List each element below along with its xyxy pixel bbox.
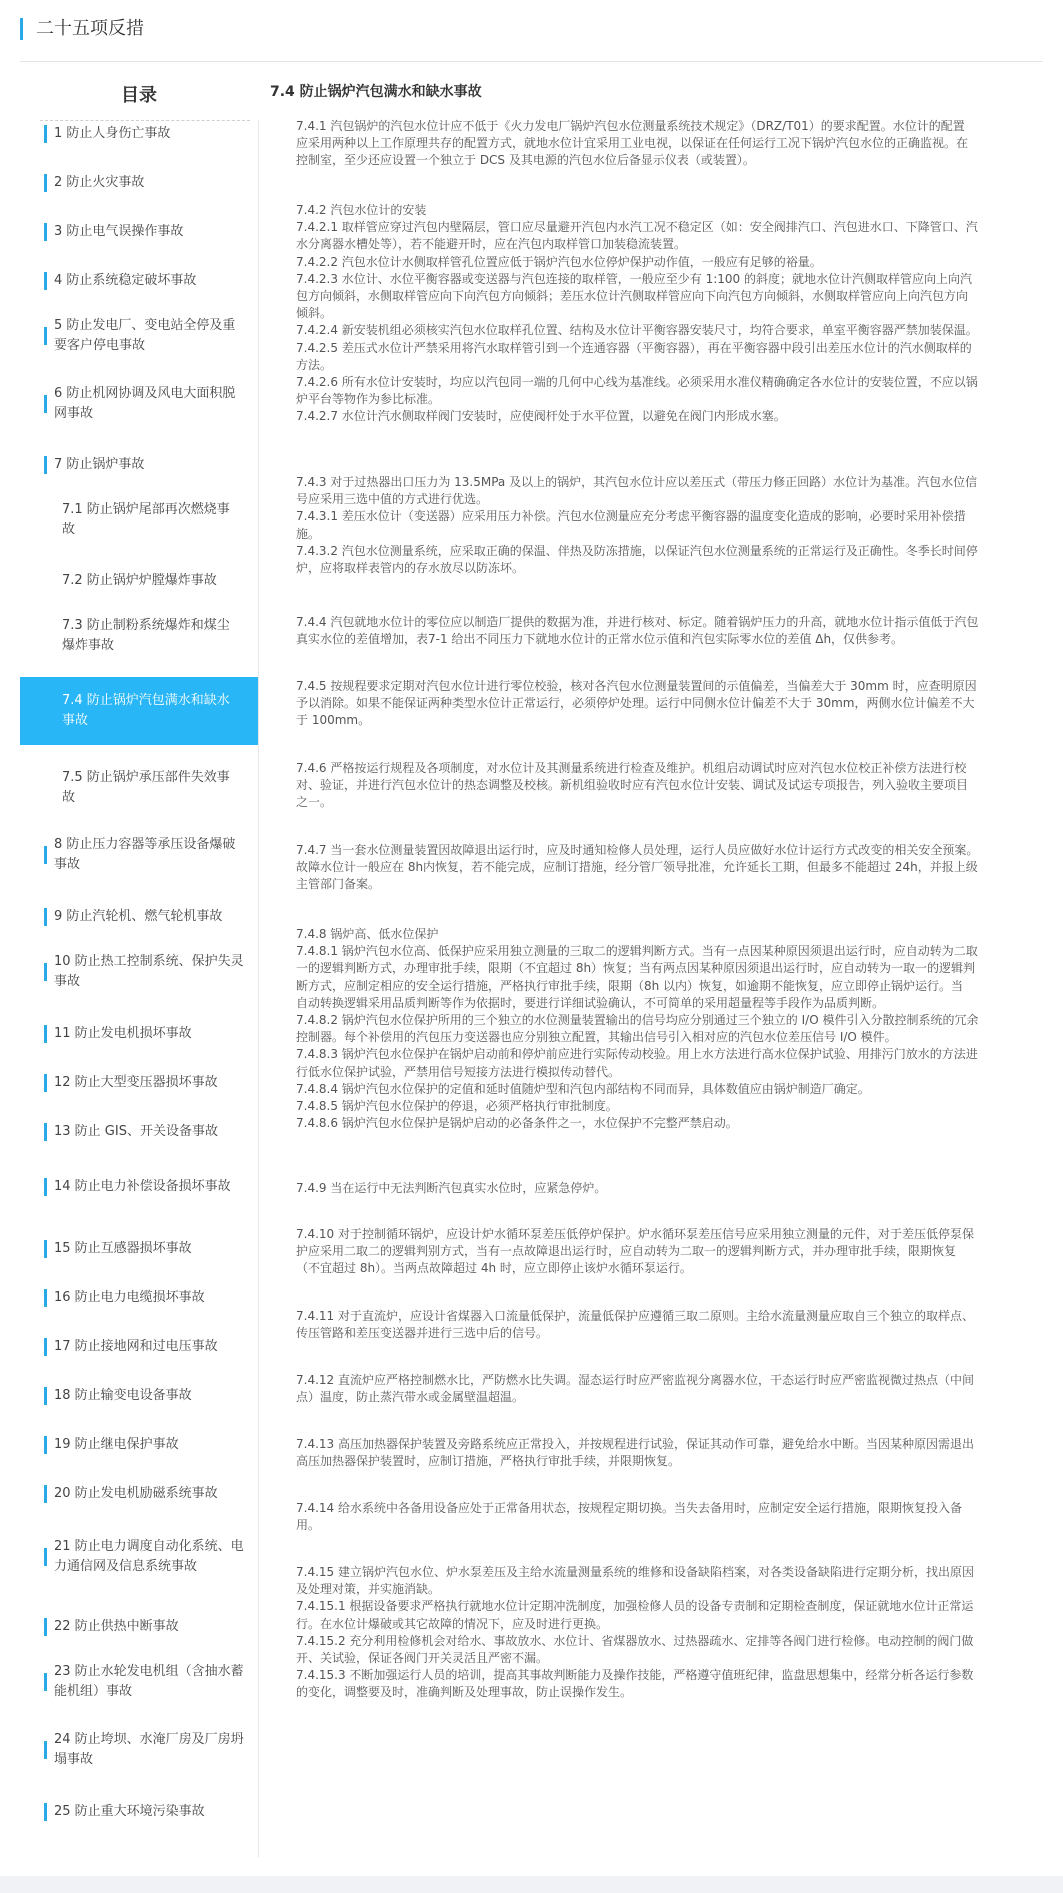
paragraph-line: 断方式，应制定相应的安全运行措施，严格执行审批手续，限期（8h 以内）恢复，如逾期不能恢复，应立即停止锅炉运行。当 [296,978,964,993]
toc-item-marker [44,272,47,290]
toc-item-label: 11 防止发电机损坏事故 [54,1026,192,1041]
toc-item[interactable] [20,494,258,546]
toc-item[interactable] [20,1724,258,1776]
toc-item-marker [44,1548,47,1566]
toc-item-label: 5 防止发电厂、变电站全停及重要客户停电事故 [54,318,236,353]
toc-item[interactable] [20,1523,258,1591]
article-paragraph [296,1436,1056,1470]
toc-item-label: 4 防止系统稳定破坏事故 [54,273,197,288]
toc-item-label: 1 防止人身伤亡事故 [54,126,171,141]
paragraph-line: 7.4.2.7 水位计汽水侧取样阀门安装时，应使阀杆处于水平位置，以避免在阀门内形成水塞。 [296,409,786,424]
page-title: 二十五项反措 [36,18,144,39]
toc-item-marker [44,456,47,474]
paragraph-line: 7.4.15.1 根据设备要求严格执行就地水位计定期冲洗制度，加强检修人员的设备专责制和定期检查制度，保证就地水位计正常运 [296,1599,974,1614]
paragraph-line: 7.4.15.3 不断加强运行人员的培训，提高其事故判断能力及操作技能，严格遵守值班纪律，监盘思想集中，经常分析各运行参数 [296,1668,974,1683]
paragraph-line: 7.4.15.2 充分利用检修机会对给水、事故放水、水位计、省煤器放水、过热器疏水、定排等各阀门进行检修。电动控制的阀门做 [296,1633,974,1648]
toc-item[interactable] [20,946,258,998]
paragraph-line: 的变化，调整要及时，准确判断及处理事故，防止误操作发生。 [296,1685,633,1700]
toc-item[interactable] [20,1014,258,1054]
paragraph-line: 7.4.6 严格按运行规程及各项制度，对水位计及其测量系统进行检查及维护。机组启动调试时应对汽包水位校正补偿方法进行校 [296,761,967,775]
paragraph-line: 予以消除。如果不能保证两种类型水位计正常运行，必须停炉处理。运行中同侧水位计偏差不大于 30mm，两侧水位计偏差不大 [296,696,975,711]
toc-item[interactable] [20,829,258,881]
paragraph-line: 7.4.3.1 差压水位计（变送器）应采用压力补偿。汽包水位测量应充分考虑平衡容器的温度变化造成的影响，必要时采用补偿措 [296,509,966,524]
paragraph-line: 对、验证，并进行汽包水位计的热态调整及校核。新机组验收时应有汽包水位计安装、调试及试运专项报告，列入验收主要项目 [296,778,969,793]
toc-item[interactable] [20,1425,258,1465]
toc-item[interactable] [20,1327,258,1367]
toc-item-marker [44,1803,47,1821]
toc-item-label: 14 防止电力补偿设备损坏事故 [54,1179,231,1194]
paragraph-line: 用。 [296,1518,321,1533]
paragraph-line: 护应采用二取二的逻辑判别方式，当有一点故障退出运行时，应自动转为二取一的逻辑判断方式，并办理审批手续，限期恢复 [296,1244,957,1259]
paragraph-line: 7.4.8.1 锅炉汽包水位高、低保护应采用独立测量的三取二的逻辑判断方式。当有一点因某种原因须退出运行时，应自动转为二取 [296,944,978,959]
article-paragraph [296,614,1056,648]
paragraph-line: 7.4.4 汽包就地水位计的零位应以制造厂提供的数据为准，并进行核对、标定。随着锅炉压力的升高，就地水位计指示值低于汽包 [296,615,979,629]
toc-item[interactable] [20,163,258,203]
toc-item-marker [44,1618,47,1636]
paragraph-line: 7.4.2.6 所有水位计安装时，均应以汽包同一端的几何中心线为基准线。必须采用水准仪精确确定各水位计的安装位置，不应以锅 [296,375,978,390]
toc-item-marker [44,1178,47,1196]
article-paragraph [296,474,1056,577]
paragraph-line: 7.4.10 对于控制循环锅炉，应设计炉水循环泵差压低停炉保护。炉水循环泵差压信号应采用独立测量的元件，对于差压低停泵保 [296,1227,974,1241]
toc-item-label: 6 防止机网协调及风电大面积脱网事故 [54,386,236,421]
paragraph-line: （不宜超过 8h）。当两点故障超过 4h 时，应立即停止该炉水循环泵运行。 [296,1261,692,1276]
toc-item-marker [44,223,47,241]
paragraph-line: 包方向倾斜，水侧取样管应向下向汽包方向倾斜；差压水位计汽侧取样管应向下向汽包方向倾斜，水侧取样管应向上向汽包方向 [296,289,969,304]
paragraph-line: 号应采用三选中值的方式进行优选。 [296,492,489,507]
article-title: 7.4 防止锅炉汽包满水和缺水事故 [270,84,482,100]
toc-item-label: 20 防止发电机励磁系统事故 [54,1486,218,1501]
toc-item[interactable] [20,445,258,485]
sidebar-divider [258,120,259,1857]
toc-item[interactable] [20,261,258,301]
toc-item-label: 13 防止 GIS、开关设备事故 [54,1124,218,1139]
paragraph-line: 7.4.12 直流炉应严格控制燃水比，严防燃水比失调。湿态运行时应严密监视分离器水位，干态运行时应严密监视微过热点（中间 [296,1373,974,1387]
toc-item-marker [44,1123,47,1141]
toc-item-label: 15 防止互感器损坏事故 [54,1241,192,1256]
toc-item[interactable] [20,1112,258,1152]
article-paragraph [296,1308,1056,1342]
toc-item-label: 12 防止大型变压器损坏事故 [54,1075,218,1090]
paragraph-line: 控制器。每个补偿用的汽包压力变送器也应分别独立配置，其输出信号引入相对应的汽包水位差压信号 I/O 模件。 [296,1030,897,1045]
paragraph-line: 7.4.8.3 锅炉汽包水位保护在锅炉启动前和停炉前应进行实际传动校验。用上水方法进行高水位保护试验、用排污门放水的方法进 [296,1047,978,1062]
toc-item-marker [44,1074,47,1092]
toc-item[interactable] [20,1278,258,1318]
toc-sidebar [20,72,258,1857]
article-paragraph [296,1500,1056,1534]
toc-item-marker [44,1240,47,1258]
paragraph-line: 7.4.3.2 汽包水位测量系统，应采取正确的保温、伴热及防冻措施，以保证汽包水位测量系统的正常运行及正确性。冬季长时间停 [296,543,978,558]
paragraph-line: 7.4.1 汽包锅炉的汽包水位计应不低于《火力发电厂锅炉汽包水位测量系统技术规定》（DRZ/T01）的要求配置。水位计的配置 [296,119,965,133]
toc-item-label: 7.2 防止锅炉炉膛爆炸事故 [62,573,217,588]
article-paragraph [296,926,1056,1132]
toc-item-marker [44,395,47,413]
paragraph-line: 开、关试验，保证各阀门开关灵活且严密不漏。 [296,1651,549,1666]
paragraph-line: 7.4.5 按规程要求定期对汽包水位计进行零位校验，核对各汽包水位测量装置间的示值偏差，当偏差大于 30mm 时，应查明原因 [296,679,977,693]
toc-item-label: 7.3 防止制粉系统爆炸和煤尘爆炸事故 [62,618,230,653]
paragraph-line: 方法。 [296,357,333,372]
paragraph-line: 7.4.3 对于过热器出口压力为 13.5MPa 及以上的锅炉，其汽包水位计应以差压式（带压力修正回路）水位计为基准。汽包水位信 [296,475,978,489]
paragraph-line: 倾斜。 [296,306,333,321]
header-accent-bar [20,18,23,40]
paragraph-line: 7.4.2.4 新安装机组必须核实汽包水位取样孔位置、结构及水位计平衡容器安装尺寸，均符合要求，单室平衡容器严禁加装保温。 [296,323,978,338]
toc-item-label: 24 防止垮坝、水淹厂房及厂房坍塌事故 [54,1732,244,1767]
toc-item[interactable] [20,762,258,814]
paragraph-line: 于 100mm。 [296,713,371,728]
article-paragraph [296,1564,1056,1702]
paragraph-line: 炉平台等物作为参比标准。 [296,392,441,407]
toc-item-marker [44,963,47,981]
toc-item-label: 10 防止热工控制系统、保护失灵事故 [54,954,244,989]
paragraph-line: 炉，应将取样表管内的存水放尽以防冻坏。 [296,561,525,576]
toc-item-label: 19 防止继电保护事故 [54,1437,179,1452]
paragraph-line: 7.4.2.5 差压式水位计严禁采用将汽水取样管引到一个连通容器（平衡容器），再在平衡容器中段引出差压水位计的汽水侧取样的 [296,340,972,355]
article-paragraph [296,678,1056,730]
paragraph-line: 7.4.15 建立锅炉汽包水位、炉水泵差压及主给水流量测量系统的维修和设备缺陷档案，对各类设备缺陷进行定期分析，找出原因 [296,1565,974,1579]
toc-item-label: 2 防止火灾事故 [54,175,145,190]
paragraph-line: 7.4.8.5 锅炉汽包水位保护的停退，必须严格执行审批制度。 [296,1099,618,1114]
header-divider [20,61,1043,62]
toc-item-marker [44,125,47,143]
toc-item-marker [44,1338,47,1356]
toc-item-label: 8 防止压力容器等承压设备爆破事故 [54,837,236,872]
toc-item-label: 25 防止重大环境污染事故 [54,1804,205,1819]
article-paragraph [296,842,1056,894]
article-paragraph [296,1226,1056,1278]
paragraph-line: 高压加热器保护装置时，应制订措施，严格执行审批手续，并限期恢复。 [296,1454,681,1469]
toc-item[interactable] [20,114,258,154]
toc-item-label: 7.4 防止锅炉汽包满水和缺水事故 [62,693,230,728]
toc-item-label: 7.5 防止锅炉承压部件失效事故 [62,770,230,805]
toc-item[interactable] [20,897,258,937]
paragraph-line: 7.4.2.3 水位计、水位平衡容器或变送器与汽包连接的取样管，一般应至少有 1:100 的斜度；就地水位计汽侧取样管应向上向汽 [296,271,973,286]
toc-item-label: 21 防止电力调度自动化系统、电力通信网及信息系统事故 [54,1539,244,1574]
toc-item-marker [44,327,47,345]
toc-item-marker [44,1387,47,1405]
paragraph-line: 及处理对策，并实施消缺。 [296,1582,441,1597]
toc-item-marker [44,846,47,864]
toc-item[interactable] [20,610,258,662]
toc-item-marker [44,1289,47,1307]
paragraph-line: 应采用两种以上工作原理共存的配置方式，就地水位计宜采用工业电视，以保证在任何运行工况下锅炉汽包水位的正确监视。在 [296,136,969,151]
paragraph-line: 故障水位计一般应在 8h内恢复，若不能完成，应制订措施，经分管厂领导批准，允许延长工期，但最多不能超过 24h，并报上级 [296,860,978,875]
paragraph-line: 控制室，至少还应设置一个独立于 DCS 及其电源的汽包水位后备显示仪表（或装置）。 [296,153,755,168]
toc-item-marker [44,1025,47,1043]
paragraph-line: 7.4.8 锅炉高、低水位保护 [296,927,439,941]
toc-item-marker [44,174,47,192]
toc-item-marker [44,1436,47,1454]
toc-item-marker [44,908,47,926]
article-paragraph [296,760,1056,812]
toc-item-label: 9 防止汽轮机、燃气轮机事故 [54,909,223,924]
paragraph-line: 行低水位保护试验，严禁用信号短接方法进行模拟传动替代。 [296,1064,621,1079]
paragraph-line: 传压管路和差压变送器并进行三选中后的信号。 [296,1326,549,1341]
toc-title: 目录 [121,85,157,106]
page-footer [0,1876,1063,1893]
toc-item[interactable] [20,1063,258,1103]
toc-item-label: 18 防止输变电设备事故 [54,1388,192,1403]
toc-item-label: 22 防止供热中断事故 [54,1619,179,1634]
paragraph-line: 7.4.11 对于直流炉，应设计省煤器入口流量低保护，流量低保护应遵循三取二原则。主给水流量测量应取自三个独立的取样点、 [296,1309,974,1323]
paragraph-line: 水分离器水槽处等），若不能避开时，应在汽包内取样管口加装稳流装置。 [296,237,687,252]
paragraph-line: 主管部门备案。 [296,877,381,892]
paragraph-line: 真实水位的差值增加，表7-1 给出不同压力下就地水位计的正常水位示值和汽包实际零水位的差值 Δh，仅供参考。 [296,632,904,647]
toc-item[interactable] [20,1376,258,1416]
toc-item[interactable] [20,561,258,601]
toc-item[interactable] [20,677,258,745]
paragraph-line: 7.4.2.2 汽包水位计水侧取样管孔位置应低于锅炉汽包水位停炉保护动作值，一般应有足够的裕量。 [296,254,822,269]
toc-item-marker [44,1741,47,1759]
toc-item-marker [44,1485,47,1503]
paragraph-line: 7.4.8.2 锅炉汽包水位保护所用的三个独立的水位测量装置输出的信号均应分别通过三个独立的 I/O 模件引入分散控制系统的冗余 [296,1013,979,1028]
toc-item-label: 16 防止电力电缆损坏事故 [54,1290,205,1305]
paragraph-line: 7.4.9 当在运行中无法判断汽包真实水位时，应紧急停炉。 [296,1181,607,1195]
toc-item[interactable] [20,1607,258,1647]
toc-item[interactable] [20,378,258,430]
article-paragraph [296,118,1056,170]
paragraph-line: 施。 [296,526,321,541]
paragraph-line: 行。在水位计爆破或其它故障的情况下，应及时进行更换。 [296,1616,609,1631]
toc-item[interactable] [20,1792,258,1832]
toc-item[interactable] [20,310,258,362]
article-paragraph [296,1372,1056,1406]
toc-item-label: 7.1 防止锅炉尾部再次燃烧事故 [62,502,230,537]
paragraph-line: 7.4.2.1 取样管应穿过汽包内壁隔层，管口应尽量避开汽包内水汽工况不稳定区（如：安全阀排汽口、汽包进水口、下降管口、汽 [296,220,978,235]
toc-item[interactable] [20,1161,258,1213]
paragraph-line: 7.4.8.4 锅炉汽包水位保护的定值和延时值随炉型和汽包内部结构不同而异，具体数值应由锅炉制造厂确定。 [296,1081,870,1096]
toc-item[interactable] [20,1474,258,1514]
paragraph-line: 自动转换逻辑采用品质判断等作为依据时，要进行详细试验确认，不可简单的采用超量程等手段作为品质判断。 [296,995,885,1010]
paragraph-line: 7.4.7 当一套水位测量装置因故障退出运行时，应及时通知检修人员处理，运行人员应做好水位计运行方式改变的相关安全预案。 [296,843,979,857]
toc-item-label: 7 防止锅炉事故 [54,457,145,472]
toc-item[interactable] [20,1656,258,1708]
paragraph-line: 7.4.13 高压加热器保护装置及旁路系统应正常投入，并按规程进行试验，保证其动作可靠，避免给水中断。当因某种原因需退出 [296,1437,974,1451]
toc-item-label: 23 防止水轮发电机组（含抽水蓄能机组）事故 [54,1664,244,1699]
article-paragraph [296,202,1056,426]
toc-item[interactable] [20,1229,258,1269]
page-header [0,0,1063,62]
toc-item-label: 3 防止电气误操作事故 [54,224,184,239]
toc-item[interactable] [20,212,258,252]
paragraph-line: 7.4.8.6 锅炉汽包水位保护是锅炉启动的必备条件之一，水位保护不完整严禁启动。 [296,1116,738,1131]
paragraph-line: 一的逻辑判断方式，办理审批手续，限期（不宜超过 8h）恢复；当有两点因某种原因须退出运行时，应自动转为一取一的逻辑判 [296,961,976,976]
paragraph-line: 点）温度，防止蒸汽带水或金属壁温超温。 [296,1390,525,1405]
paragraph-line: 之一。 [296,795,333,810]
paragraph-line: 7.4.2 汽包水位计的安装 [296,203,427,217]
article-paragraph [296,1180,1056,1197]
toc-item-label: 17 防止接地网和过电压事故 [54,1339,218,1354]
toc-item-marker [44,1673,47,1691]
paragraph-line: 7.4.14 给水系统中各备用设备应处于正常备用状态，按规程定期切换。当失去备用时，应制定安全运行措施，限期恢复投入备 [296,1501,962,1515]
